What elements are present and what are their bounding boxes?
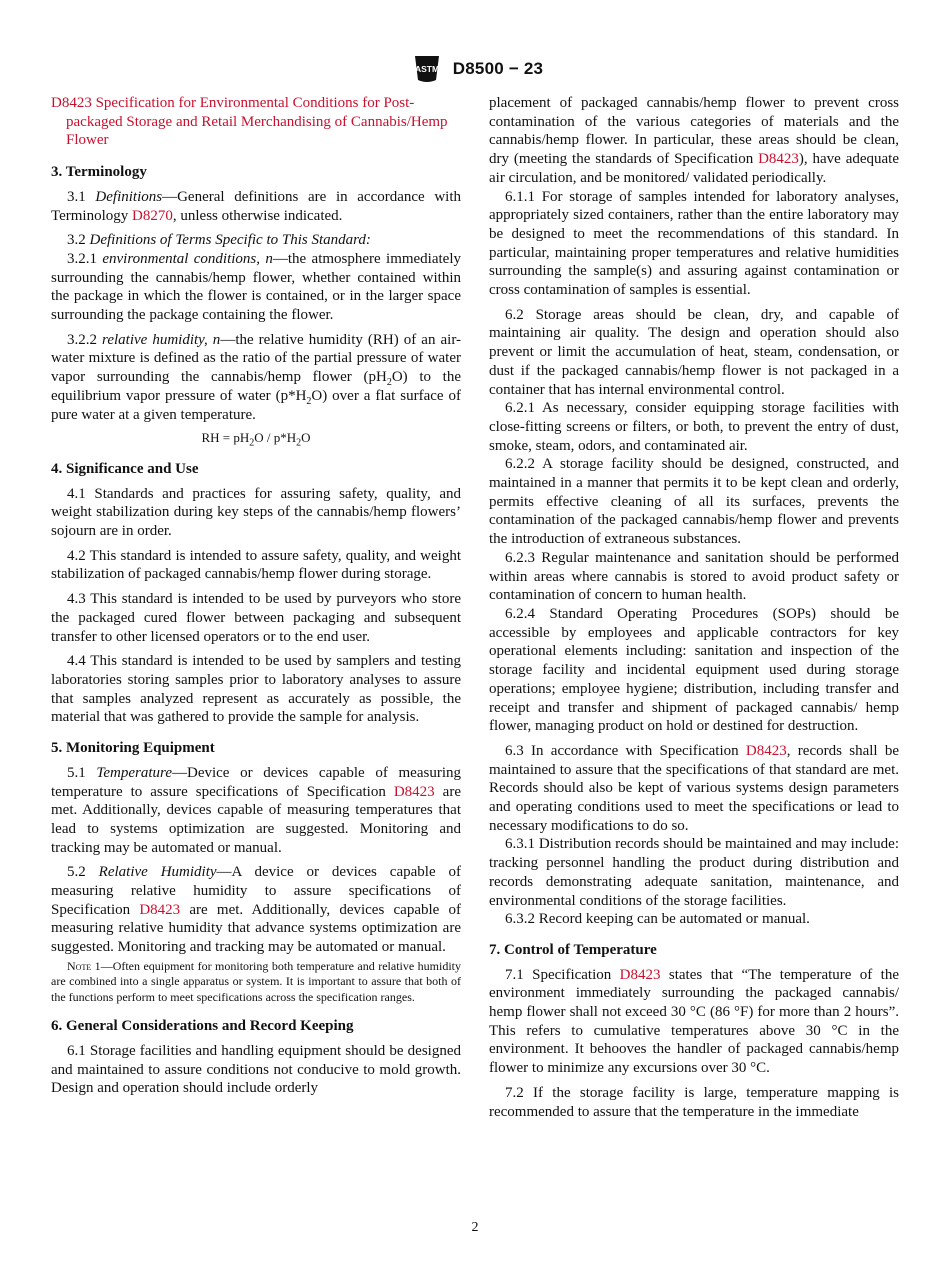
para-3-2-2: 3.2.2 relative humidity, n—the relative humidity (RH) of an air-water mixture is defined as the ratio of the partial pressure of water vapor surrounding the cannabis/hemp flower $(pH_2O)$ to the equilibrium vapor pressure of water $(p*H_2O)$ over a flat surface of pure water at a given temperature. [51, 331, 462, 423]
section-5-heading: 5. Monitoring Equipment [51, 740, 215, 757]
link-d8423[interactable]: D8423 [619, 966, 661, 983]
link-d8423[interactable]: D8423 [139, 901, 181, 918]
section-3-heading: 3. Terminology [51, 164, 147, 181]
astm-logo [407, 53, 447, 85]
para-5-1: 5.1 Temperature—Device or devices capable of measuring temperature to assure specifications of Specification D8423 are met. Additionally, devices capable of measuring temperatures that lead to systems optimization are suggested. Monitoring and tracking may be automated or manual. [51, 764, 462, 856]
para-6-2-4: 6.2.4 Standard Operating Procedures (SOPs) should be accessible by employees and applicable contractors for key operational elements including: sanitation and inspection of the storage facility and incidental equipment used during storage operations; employee hygiene; distribution, including transfer and receipt and transfer and shipment of packaged cannabis/ hemp flower, managing product on hold or destined for destruction. [489, 605, 899, 735]
para-7-1: 7.1 Specification D8423 states that “The temperature of the environment immediately surrounding the packaged cannabis/ hemp flower shall not exceed 30 °C (86 °F) for more than 2 hours”. This refers to cumulative temperatures above 30 °C in the environment. It behooves the handler of packaged cannabis/hemp flower to minimize any excursions over 30 °C. [489, 966, 900, 1077]
para-4-4: 4.4 This standard is intended to be used by samplers and testing laboratories storing samples prior to laboratory analyses to assure that samples analyzed represent as accurately as possible, the material that was gathered to provide the sample for analysis. [51, 653, 461, 726]
referenced-document[interactable]: D8423 Specification for Environmental Conditions for Post-packaged Storage and Retail Merchandising of Cannabis/Hemp Flower [51, 95, 448, 149]
para-6-1: 6.1 Storage facilities and handling equipment should be designed and maintained to assure conditions not conducive to mold growth. Design and operation should include orderly [51, 1043, 461, 1097]
page-header [0, 52, 950, 86]
para-6-3-2: 6.3.2 Record keeping can be automated or manual. [505, 911, 810, 928]
para-4-2: 4.2 This standard is intended to assure safety, quality, and weight stabilization of packaged cannabis/hemp flower during storage. [51, 547, 461, 583]
link-d8423[interactable]: D8423 [745, 742, 787, 759]
para-5-2: 5.2 Relative Humidity—A device or devices capable of measuring relative humidity to assure specifications of Specification D8423 are met. Additionally, devices capable of measuring relative humidity that advance systems optimization are suggested. Monitoring and tracking may be automated or manual. [51, 864, 462, 956]
para-3-1: 3.1 Definitions—General definitions are in accordance with Terminology D8270, unless otherwise indicated. [51, 188, 462, 224]
section-4-heading: 4. Significance and Use [51, 460, 199, 477]
left-column [51, 94, 461, 1098]
link-d8423[interactable]: D8423 [758, 151, 799, 168]
section-7-heading: 7. Control of Temperature [489, 941, 657, 958]
para-6-2-1: 6.2.1 As necessary, consider equipping storage facilities with close-fitting screens or filters, or both, to prevent the entry of dust, smoke, steam, odors, and contaminated air. [489, 400, 899, 454]
para-6-1-continued: placement of packaged cannabis/hemp flower to prevent cross contamination of the various categories of materials and the cannabis/hemp flower. In particular, these areas should be clean, dry (meeting the standards of Specification D8423), have adequate air circulation, and be monitored/ validated periodically. [489, 95, 899, 186]
rh-formula: RH = $pH_2O / p*H_2O$ [201, 430, 311, 449]
page-number: 2 [471, 1220, 479, 1235]
para-6-3: 6.3 In accordance with Specification D8423, records shall be maintained to assure that the specifications of that standard are met. Records should also be kept of various systems design parameters and operating conditions used to meet the specifications or lead to necessary modifications to do so. [489, 742, 899, 834]
para-6-2-2: 6.2.2 A storage facility should be designed, constructed, and maintained in a manner that permits it to be kept clean and orderly, permits effective cleaning of all its surfaces, prevents the contamination of the packaged cannabis/hemp flower and prevents the introduction of extraneous substances. [489, 456, 899, 548]
section-6-heading: 6. General Considerations and Record Keeping [51, 1018, 354, 1035]
para-3-2: 3.2 Definitions of Terms Specific to This Standard: [67, 232, 371, 249]
para-6-2-3: 6.2.3 Regular maintenance and sanitation should be performed within areas where cannabis is stored to avoid product safety or contamination of concern to human health. [489, 549, 899, 604]
link-d8270[interactable]: D8270 [132, 207, 173, 224]
para-6-2: 6.2 Storage areas should be clean, dry, and capable of maintaining air quality. The design and operation should also prevent or limit the accumulation of heat, steam, condensation, or dust if the packaged cannabis/hemp flower is not packaged in a container that has internal environmental control. [489, 306, 899, 398]
right-column [489, 94, 899, 1121]
para-7-2: 7.2 If the storage facility is large, temperature mapping is recommended to assure that the temperature in the immediate [489, 1084, 899, 1120]
para-6-1-1: 6.1.1 For storage of samples intended for laboratory analyses, appropriately sized containers, rather than the entire laboratory may be designed to meet the recommendations of this standard. In particular, maintaining proper temperatures and relative humidities surrounding the sample(s) and assuring against contamination or cross contamination of samples is essential. [489, 188, 899, 299]
svg-text:ASTM: ASTM [414, 64, 439, 74]
note-1: Note 1—Often equipment for monitoring both temperature and relative humidity are combined into a single apparatus or system. It is important to assure that both of the functions perform to meet specifications across the specification ranges. [51, 958, 461, 1004]
para-4-3: 4.3 This standard is intended to be used by purveyors who store the packaged cured flower between packaging and subsequent transfer to other licensed operators or to the end user. [51, 591, 461, 645]
link-d8423[interactable]: D8423 [393, 783, 435, 800]
para-3-2-1: 3.2.1 environmental conditions, n—the atmosphere immediately surrounding the cannabis/hemp flower, whether contained within the package in which the flower is contained, or in the larger space surrounding the package containing the flower. [51, 250, 462, 324]
para-6-3-1: 6.3.1 Distribution records should be maintained and may include: tracking personnel handling the product during distribution and records demonstrating adequate sanitation, maintenance, and environmental conditions of the storage facilities. [489, 836, 899, 909]
standard-designation: D8500 − 23 [452, 59, 544, 78]
para-4-1: 4.1 Standards and practices for assuring safety, quality, and weight stabilization during key steps of the cannabis/hemp flowers’ sojourn are in order. [51, 485, 461, 540]
